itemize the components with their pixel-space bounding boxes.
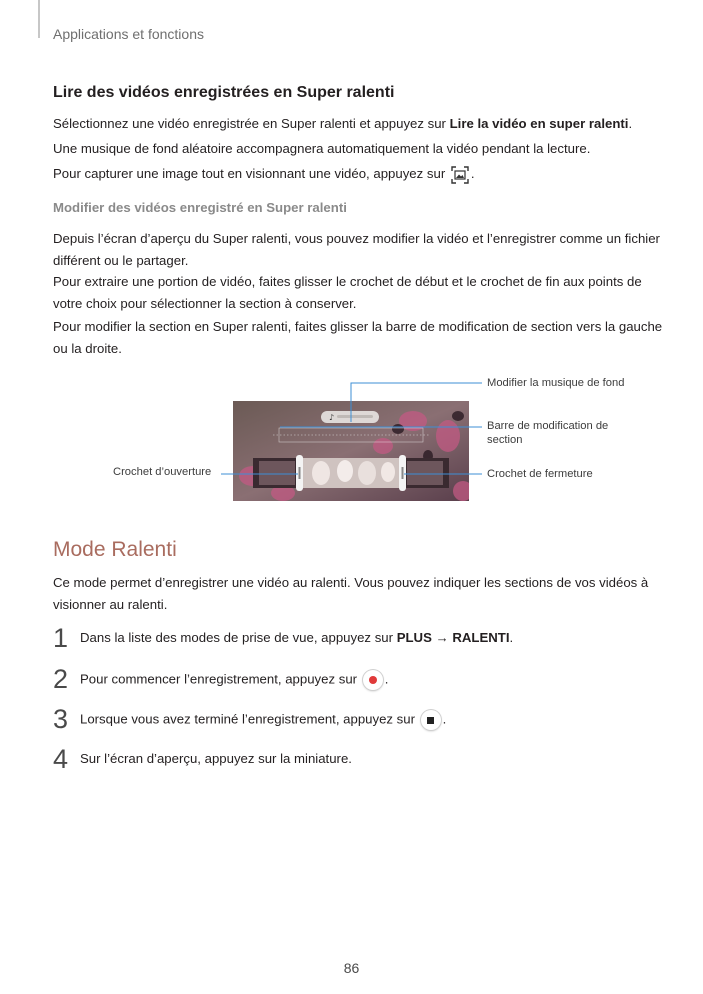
header-section-title: Applications et fonctions [53,26,204,42]
callout-music: Modifier la musique de fond [487,377,625,389]
section-title-super-slowmo-play: Lire des vidéos enregistrées en Super ralenti [53,84,395,101]
step-text: Lorsque vous avez terminé l’enregistrement, appuyez sur . [80,710,446,730]
paragraph-music: Une musique de fond aléatoire accompagnera automatiquement la vidéo pendant la lecture. [53,141,591,156]
stop-icon [421,710,441,730]
mode-title: Mode Ralenti [53,538,177,561]
step-number: 1 [53,623,69,653]
subsection-title-edit: Modifier des vidéos enregistré en Super ralenti [53,200,347,215]
paragraph-section-bar: Pour modifier la section en Super ralenti, faites glisser la barre de modification de section vers la gauche ou la droite. [53,319,663,356]
step-number: 2 [53,664,69,694]
callout-close-handle: Crochet de fermeture [487,468,593,480]
record-icon [363,670,383,690]
step-text: Pour commencer l’enregistrement, appuyez sur . [80,670,388,690]
paragraph-extract: Pour extraire une portion de vidéo, faites glisser le crochet de début et le crochet de fin aux points de votre choix pour sélectionner la section à conserver. [53,274,642,311]
paragraph-play: Sélectionnez une vidéo enregistrée en Super ralenti et appuyez sur Lire la vidéo en super ralenti. [53,116,633,131]
step-text: Dans la liste des modes de prise de vue, appuyez sur PLUS → RALENTI. [80,630,514,645]
step-number: 4 [53,744,69,774]
callout-open-handle: Crochet d’ouverture [113,466,212,478]
svg-text:♪: ♪ [329,413,335,422]
callout-section-bar: Barre de modification de section [487,420,609,446]
paragraph-capture: Pour capturer une image tout en visionnant une vidéo, appuyez sur . [53,163,663,185]
page-number: 86 [343,960,360,976]
paragraph-edit-intro: Depuis l’écran d’aperçu du Super ralenti, vous pouvez modifier la vidéo et l’enregistrer comme un fichier différent ou le partager. [53,231,660,268]
step-text: Sur l’écran d’aperçu, appuyez sur la miniature. [80,751,352,766]
mode-intro: Ce mode permet d’enregistrer une vidéo au ralenti. Vous pouvez indiquer les sections de vos vidéos à visionner au ralenti. [53,575,649,612]
step-number: 3 [53,704,69,734]
